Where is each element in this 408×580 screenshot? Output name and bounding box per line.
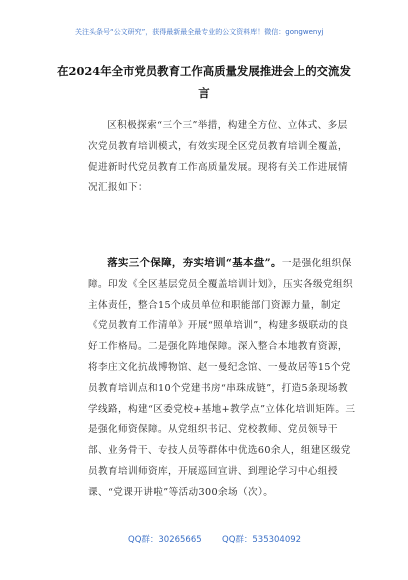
paragraph-intro-text: 区积极探索“三个三”举措，构建全方位、立体式、多层次党员教育培训模式，有效实现全区党员教育培训全覆盖，促进新时代党员教育工作高质量发展。现将有关工作进展情况汇报如下： [88,120,348,194]
paragraph-intro [88,116,356,199]
qq-group-left: QQ群：30265665 [128,535,202,545]
paragraph-section-one-text: 一是强化组织保障。印发《全区基层党员全覆盖培训计划》，压实各级党组织主体责任，整合15个成员单位和职能部门资源力量，制定《党员教育工作清单》开展“照单培训”，构建多级联动的良好工作格局。二是强化阵地保障。深入整合本地教育资源，将李庄文化抗战博物馆、赵一曼纪念馆、一曼故居等15个党员教育培训点和10个党建书房“串珠成链”，打造5条现场教学线路，构建“区委党校+基地+教学点”立体化培训矩阵。三是强化师资保障。从党组织书记、党校教师、党员领导干部、业务骨干、专技人员等群体中优选60余人，组建区级党员教育培训师资库，开展巡回宣讲、到理论学习中心组授课、“党课开讲啦”等活动300余场（次）。 [88,258,356,498]
section-heading: 落实三个保障，夯实培训“基本盘”。 [107,257,282,269]
top-banner: 关注头条号“公文研究”，获得最新最全最专业的公文资料库！微信：gongwenyj [75,28,324,36]
qq-group-right: QQ群：535304092 [222,535,302,545]
document-title: 在2024年全市党员教育工作高质量发展推进会上的交流发言 [57,64,351,100]
paragraph-section-one [88,253,356,504]
